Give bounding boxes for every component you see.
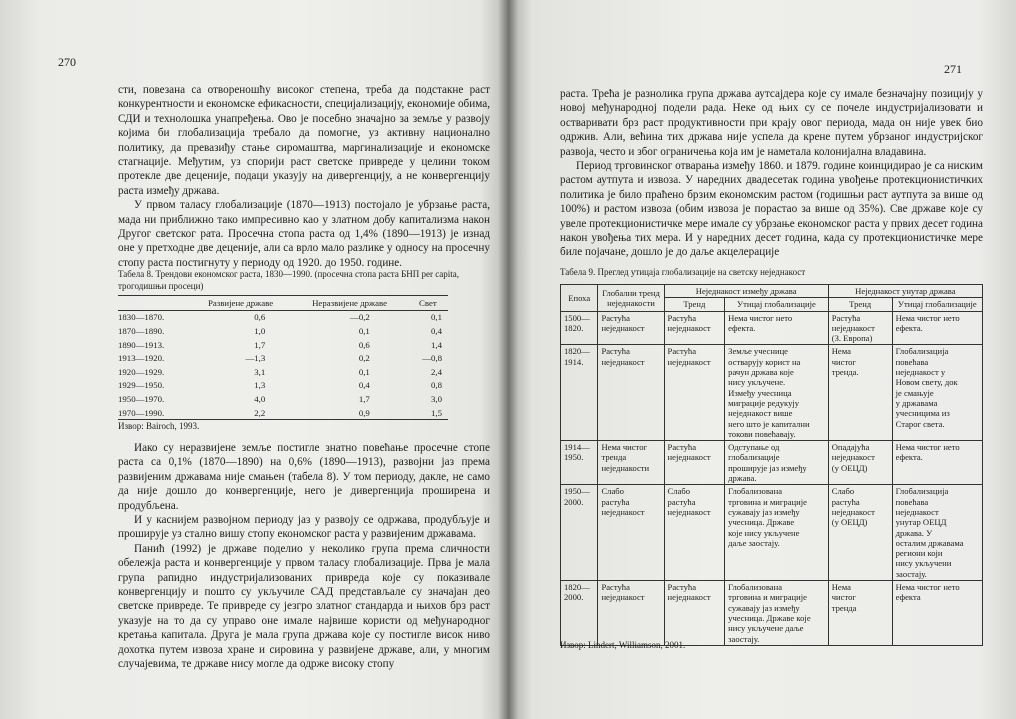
header-between-states: Неједнакост између држава	[664, 285, 828, 298]
table-row	[561, 345, 983, 441]
table-cell: 1950— 2000.	[561, 485, 598, 581]
table-cell: Слабо растућа неједнакост	[598, 485, 664, 581]
table-8-source: Извор: Bairoch, 1993.	[118, 421, 200, 431]
table-cell: 1870—1890.	[118, 325, 165, 336]
table-cell: 1,4	[431, 339, 442, 350]
table-row	[118, 351, 448, 365]
table-cell: 1,3	[254, 380, 266, 391]
table-cell: 1,7	[358, 393, 370, 404]
table-8-caption: Табела 8. Трендови економског раста, 1830—1990. (просечна стопа раста БНП per capita, трогодишњи просеци)	[118, 269, 459, 291]
table-cell: Опадајућа неједнакост (у ОЕЦД)	[828, 441, 892, 485]
paragraph: Иако су неразвијене земље постигле знатно повећање просечне стопе раста са 0,1% (1870—1890) на 0,6% (1890—1913), развојни јаз према развијеним државама није смањен (табела 8). У том периоду, дакле, не само да није дошло до конвергенције, него је дивергенција проширена и продубљена.	[118, 442, 490, 512]
table-cell: 3,0	[431, 393, 442, 404]
header-impact: Утицај глобализације	[892, 298, 982, 311]
table-cell: Растућа неједнакост	[664, 311, 725, 345]
table-cell: 0,1	[358, 366, 370, 377]
table-cell: 1890—1913.	[118, 339, 165, 350]
table-row	[561, 485, 983, 581]
table-header-cell	[118, 296, 190, 311]
table-cell: 1500— 1820.	[561, 311, 598, 345]
table-cell: Глобализована трговина и миграције сужавају јаз између учесница. Државе које нису укључене даље заостају.	[725, 485, 829, 581]
table-cell: 0,8	[431, 380, 442, 391]
table-header-cell: Неразвијене државе	[291, 296, 408, 311]
table-cell: 1950—1970.	[118, 393, 165, 404]
table-cell: 0,6	[358, 339, 370, 350]
header-trend: Тренд	[664, 298, 725, 311]
table-cell: 0,2	[358, 353, 370, 364]
paragraph: Период трговинског отварања између 1860. и 1879. године коинцидирао је са ниским растом аутпута и извоза. У наредних двадесетак година увођење протекционистичких политика је било праћено брзим економским растом (годишњи раст аутпута за више од 100%) и растом извоза (обим извоза је порастао за више од 35%). Све државе које су увеле протекционистичке мере имале су убрзање економског раста у првих десет година након увођења тих мера. И у наредних десет година, када су протекционистичке мере биле појачане, дошло је до даље акцелерације	[560, 160, 984, 259]
table-9	[560, 284, 983, 646]
right-body	[560, 87, 983, 260]
table-cell: —0,2	[350, 312, 370, 323]
table-cell: 0,1	[358, 325, 370, 336]
page-number-right: 271	[944, 62, 962, 76]
table-cell: 1820— 1914.	[561, 345, 598, 441]
table-cell: Растућа неједнакост (З. Европа)	[828, 311, 892, 345]
table-cell: Нема чистог тренда неједнакости	[598, 441, 664, 485]
table-cell: Растућа неједнакост	[598, 311, 664, 345]
paragraph: Панић (1992) је државе поделио у неколико група према сличности обележја раста и конвергенције у првом таласу глобализације. Прва је мала група рапидно индустријализованих привреда које су показивале конвергенцију и пошто су укључиле САД представљале су значајан део светске привреде. Те привреде су језгро златног стандарда и њихов брз раст указује на то да су управо оне имале највише користи од међународног кретања капитала. Друга је мала група држава које су постигле висок ниво дохотка путем извоза хране и сировина у развијене државе, али, у многим случајевима, те државе нису могле да одрже високу стопу	[118, 542, 490, 671]
table-cell: 1970—1990.	[118, 407, 165, 418]
table-row	[561, 581, 983, 646]
table-cell: Растућа неједнакост	[598, 345, 664, 441]
table-cell: 0,1	[431, 312, 442, 323]
table-cell: Нема чистог нето ефекта	[892, 581, 982, 646]
table-cell: 1913—1920.	[118, 353, 165, 364]
table-cell: 1820— 2000.	[561, 581, 598, 646]
table-cell: 1,5	[431, 407, 442, 418]
table-cell: Нема чистог нето ефекта.	[892, 441, 982, 485]
table-cell: Слабо растућа неједнакост (у ОЕЦД)	[828, 485, 892, 581]
table-cell: Нема чистог нето ефекта.	[725, 311, 829, 345]
table-cell: 0,9	[358, 407, 370, 418]
table-row	[118, 310, 448, 324]
right-page	[508, 0, 1016, 719]
table-cell: 0,6	[254, 312, 266, 323]
table-cell: Глобализована трговина и миграције сужавају јаз између учесница. Државе које нису укључене даље заостају.	[725, 581, 829, 646]
table-cell: 1920—1929.	[118, 366, 165, 377]
table-header-cell: Свет	[408, 296, 448, 311]
table-body	[561, 311, 983, 645]
table-cell: —0,8	[422, 353, 442, 364]
table-8	[118, 295, 448, 420]
table-header-row	[561, 285, 983, 298]
page-number-left: 270	[58, 55, 76, 69]
table-cell: Слабо растућа неједнакост	[664, 485, 725, 581]
table-cell: 0,4	[358, 380, 370, 391]
paragraph: И у каснијем развојном периоду јаз у развоју се одржава, продубљује и проширује уз стално вишу стопу економског раста у развијеним државама.	[118, 514, 490, 541]
header-trend: Тренд	[828, 298, 892, 311]
table-cell: 4,0	[254, 393, 266, 404]
table-row	[561, 441, 983, 485]
table-cell: Растућа неједнакост	[664, 345, 725, 441]
table-cell: 2,4	[431, 366, 442, 377]
header-impact: Утицај глобализације	[725, 298, 829, 311]
table-cell: 1830—1870.	[118, 312, 165, 323]
paragraph: раста. Трећа је разнолика група држава аутсајдера које су имале безначајну позицију у новој међународној подели рада. Неке од њих су се почеле индустријализовати и остваривати брз раст продуктивности при крају овог периода, мада он није увек био одржив. Али, већина тих држава није успела да крене путем убрзаног индустријског развоја, често и због ограничења која им је наметала колонијална владавина.	[560, 88, 983, 158]
table-header-row	[118, 296, 448, 311]
table-row	[118, 338, 448, 352]
table-cell: 3,1	[254, 366, 266, 377]
table-cell: Растућа неједнакост	[664, 441, 725, 485]
table-row	[118, 365, 448, 379]
table-row	[118, 324, 448, 338]
table-cell: Нема чистог тренда	[828, 581, 892, 646]
left-body-bottom	[118, 441, 490, 672]
table-cell: Нема чистог тренда.	[828, 345, 892, 441]
table-cell: 1,0	[254, 325, 266, 336]
header-global-trend: Глобални тренд неједнакости	[598, 285, 664, 312]
table-cell: Нема чистог нето ефекта.	[892, 311, 982, 345]
table-cell: Земље учеснице остварују корист на рачун држава које нису укључене. Између учесница миграције редукују неједнакост више него што је капитални токови повећавају.	[725, 345, 829, 441]
table-cell: Одступање од глобализације проширује јаз између држава.	[725, 441, 829, 485]
table-header-cell: Развијене државе	[190, 296, 291, 311]
table-row	[561, 311, 983, 345]
paragraph: У првом таласу глобализације (1870—1913) постојало је убрзање раста, мада ни приближно тако импресивно као у златном добу капитализма након Другог светског рата. Просечна стопа раста од 1,4% (1890—1913) је изнад оне у претходне две деценије, али са врло мало разлике у односу на просечну стопу раста постигнуту у периоду од 1920. до 1950. године.	[118, 199, 490, 269]
table-cell: Глобализација повећава неједнакост у Новом свету, док је смањује у државама учесницима из Старог света.	[892, 345, 982, 441]
table-row	[118, 406, 448, 420]
paragraph: сти, повезана са отвореношћу високог степена, треба да подстакне раст конкурентности и економске ефикасности, специјализацију, економије обима, СДИ и технолошка унапређења. Ово је посебно значајно за земље у развоју којима би глобализација требало да помогне, уз активну национално политику, да превазиђу стање сиромаштва, маргинализације и економске стагнације. Међутим, уз спорији раст светске привреде у целини током протекле две деценије, подаци указују на дивергенцију, а не конвергенцију раста између држава.	[118, 84, 490, 197]
left-body-top	[118, 83, 490, 270]
table-row	[118, 379, 448, 393]
table-cell: —1,3	[245, 353, 266, 364]
header-epoch: Епоха	[561, 285, 598, 312]
table-body	[118, 310, 448, 420]
table-cell: Растућа неједнакост	[664, 581, 725, 646]
table-cell: 2,2	[254, 407, 266, 418]
table-cell: Растућа неједнакост	[598, 581, 664, 646]
table-cell: 1,7	[254, 339, 266, 350]
table-9-caption: Табела 9. Преглед утицаја глобализације на светску неједнакост	[560, 267, 806, 277]
table-cell: Глобализација повећава неједнакост унутар ОЕЦД држава. У осталим државама региони који нису укључени заостају.	[892, 485, 982, 581]
header-within-states: Неједнакост унутар држава	[828, 285, 982, 298]
table-cell: 1929—1950.	[118, 380, 165, 391]
table-cell: 0,4	[431, 325, 442, 336]
table-9-source: Извор: Lindert, Williamson, 2001.	[560, 640, 686, 650]
table-row	[118, 392, 448, 406]
table-cell: 1914— 1950.	[561, 441, 598, 485]
